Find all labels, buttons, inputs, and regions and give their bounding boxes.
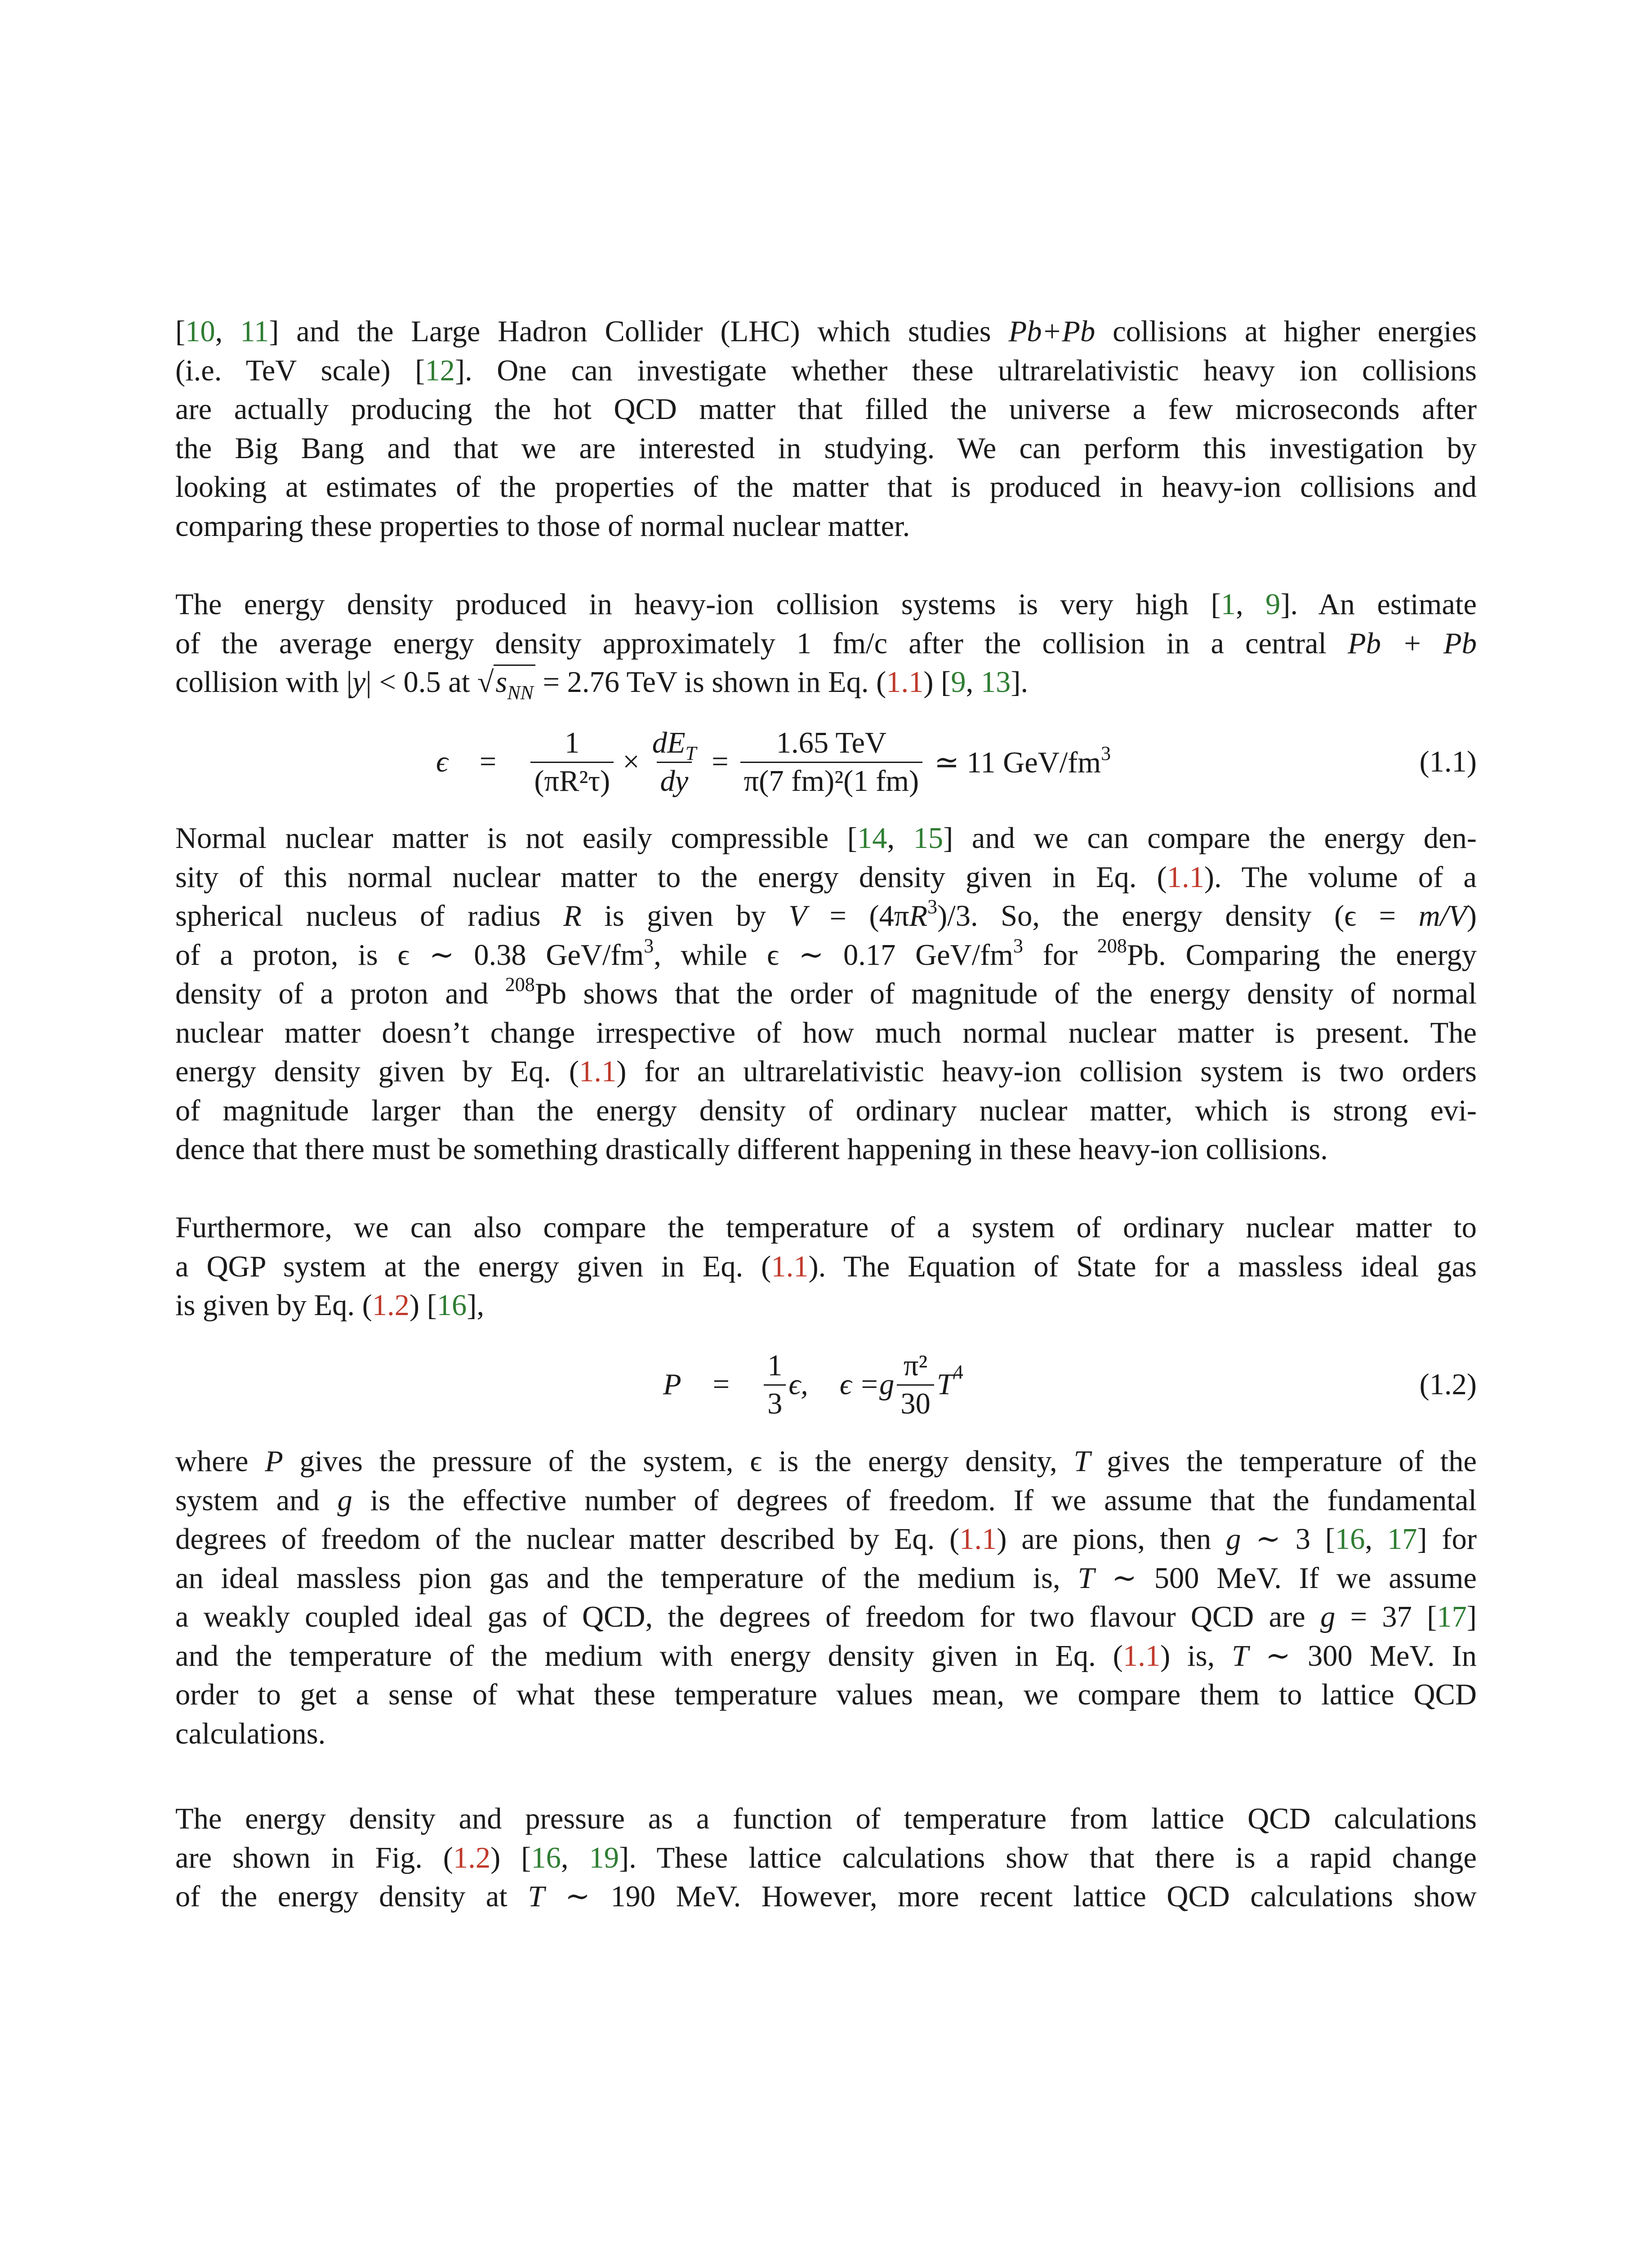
citation-link[interactable]: 15 xyxy=(913,822,944,855)
text-run: = 2.76 TeV is shown in Eq. ( xyxy=(535,666,886,699)
text-line xyxy=(175,585,1477,624)
text-run: of the average energy density approximately 1 fm/c after the collision in a central xyxy=(175,627,1348,660)
math-symbol: R xyxy=(563,900,582,932)
math-symbol: T xyxy=(528,1880,545,1913)
paragraph-4 xyxy=(175,1209,1477,1325)
math-symbol: P xyxy=(265,1445,283,1478)
equation-link[interactable]: 1.1 xyxy=(959,1523,997,1556)
text-run: and the temperature of the medium with energy density given in Eq. ( xyxy=(175,1639,1123,1673)
equation-1-1 xyxy=(175,722,1477,803)
math-subscript: NN xyxy=(507,682,534,704)
math-symbol: g xyxy=(1320,1601,1336,1633)
math-superscript: 208 xyxy=(505,973,535,995)
fraction-numerator: 1 xyxy=(767,1349,783,1382)
fraction xyxy=(764,1350,786,1420)
text-run: , xyxy=(215,315,240,348)
text-line xyxy=(175,1520,1477,1559)
text-run: system and xyxy=(175,1484,338,1517)
text-run: ) [ xyxy=(409,1289,437,1322)
text-line xyxy=(175,312,1477,352)
text-run: gives the temperature of the xyxy=(1090,1445,1477,1478)
text-line xyxy=(175,352,1477,391)
text-run: a weakly coupled ideal gas of QCD, the degrees of freedom for two flavour QCD are xyxy=(175,1601,1321,1633)
citation-link[interactable]: 17 xyxy=(1437,1601,1467,1633)
text-line: Furthermore, we can also compare the temperature of a system of ordinary nuclear matter to xyxy=(175,1211,1477,1244)
text-run: gives the pressure of the system, ϵ is the energy density, xyxy=(283,1445,1074,1478)
math-symbol: T xyxy=(1232,1639,1249,1673)
text-line xyxy=(175,1839,1477,1878)
text-run: = 37 [ xyxy=(1335,1601,1437,1633)
text-run: sity of this normal nuclear matter to the energy density given in Eq. ( xyxy=(175,861,1167,894)
paragraph-2 xyxy=(175,585,1477,702)
text-run: of a proton, is ϵ ∼ 0.38 GeV/fm xyxy=(175,938,644,972)
text-run: collisions at higher energies xyxy=(1095,315,1477,348)
math-symbol: ϵ = xyxy=(839,1368,880,1401)
sqrt-expression xyxy=(494,665,535,704)
equation-link[interactable]: 1.1 xyxy=(1122,1639,1161,1673)
math-symbol: R xyxy=(909,900,928,932)
text-line: dence that there must be something drastically different happening in these heavy-ion collisions. xyxy=(175,1133,1328,1166)
citation-link[interactable]: 16 xyxy=(436,1289,467,1322)
math-symbol: y xyxy=(352,666,366,699)
paragraph-5 xyxy=(175,1442,1477,1753)
text-line xyxy=(175,819,1477,858)
text-run: , xyxy=(966,666,981,699)
equation-number: (1.2) xyxy=(1419,1368,1477,1401)
text-run: ]. One can investigate whether these ultrarelativistic heavy ion collisions xyxy=(454,354,1477,387)
text-line: comparing these properties to those of normal nuclear matter. xyxy=(175,509,910,543)
text-run: spherical nucleus of radius xyxy=(175,900,564,932)
fraction-denominator: 30 xyxy=(897,1384,934,1420)
math-symbol: dE xyxy=(652,726,686,759)
text-run: ∼ 300 MeV. In xyxy=(1248,1639,1477,1673)
text-run xyxy=(934,742,1111,780)
text-run: ). The volume of a xyxy=(1204,861,1477,894)
equals-sign: = xyxy=(712,1368,730,1401)
fraction-numerator: 1 xyxy=(565,726,580,759)
text-line: the Big Bang and that we are interested in studying. We can perform this investigation by xyxy=(175,432,1477,465)
text-line xyxy=(175,975,1477,1014)
math-symbol: s xyxy=(495,666,508,699)
text-line xyxy=(175,858,1477,897)
text-run: for xyxy=(1023,938,1097,972)
text-run: ≃ 11 GeV/fm xyxy=(934,746,1101,779)
text-run xyxy=(840,1368,879,1402)
text-line: The energy density and pressure as a function of temperature from lattice QCD calculations xyxy=(175,1802,1477,1835)
text-run: ) [ xyxy=(490,1841,531,1874)
math-superscript: 208 xyxy=(1097,934,1127,957)
math-symbol: dy xyxy=(660,764,689,798)
citation-link[interactable]: 19 xyxy=(589,1841,619,1874)
text-line xyxy=(175,1442,1477,1481)
fraction xyxy=(530,727,614,797)
paragraph-1 xyxy=(175,312,1477,546)
math-symbol: ϵ xyxy=(436,745,448,778)
text-line xyxy=(175,624,1477,664)
citation-link[interactable]: 12 xyxy=(425,354,455,387)
math-subscript: T xyxy=(685,742,697,764)
math-symbol: g xyxy=(337,1484,352,1517)
text-run: | < 0.5 at xyxy=(365,666,477,699)
equation-number: (1.1) xyxy=(1419,745,1477,778)
fraction-denominator: 3 xyxy=(764,1384,786,1420)
math-symbol: g xyxy=(1226,1523,1241,1556)
text-line xyxy=(175,897,1477,936)
text-run: ]. These lattice calculations show that there is a rapid change xyxy=(619,1841,1477,1874)
text-run: ], xyxy=(467,1289,485,1322)
citation-link[interactable]: 17 xyxy=(1387,1523,1417,1556)
text-line: looking at estimates of the properties of the matter that is produced in heavy-ion collisions and xyxy=(175,471,1477,504)
text-run: , xyxy=(1236,588,1266,621)
math-superscript: 3 xyxy=(1101,742,1111,764)
text-run: (i.e. TeV scale) [ xyxy=(175,354,425,387)
fraction-numerator: π² xyxy=(903,1349,928,1382)
math-symbol: Pb + Pb xyxy=(1348,627,1477,660)
paragraph-3 xyxy=(175,819,1477,1169)
math-superscript: 3 xyxy=(1013,934,1023,957)
text-run: ∼ 500 MeV. If we assume xyxy=(1094,1561,1477,1595)
text-line xyxy=(175,1286,1477,1325)
equals-sign: = xyxy=(712,745,729,778)
text-line: collision with |y| < 0.5 at $√s_{NN} = 2.76$ TeV is shown in Eq. (1.1) [9, 13]. xyxy=(175,663,1477,702)
text-line xyxy=(175,1598,1477,1637)
math-symbol: g xyxy=(879,1368,895,1401)
text-run: are shown in Fig. ( xyxy=(175,1841,453,1874)
math-symbol: T xyxy=(1078,1561,1095,1595)
equation-1-2: P = $\frac{1}{3}$ ϵ, ϵ = g $\frac{\text{π²}}{30}$ T $^4$ (1.2) xyxy=(175,1344,1477,1425)
citation-link[interactable]: 16 xyxy=(531,1841,561,1874)
math-symbol: T xyxy=(1073,1445,1091,1478)
math-symbol: ϵ, xyxy=(788,1368,808,1401)
text-run: ]. An estimate xyxy=(1280,588,1477,621)
math-symbol: V xyxy=(788,900,807,932)
citation-link[interactable]: 14 xyxy=(857,822,887,855)
text-run: )/3. So, the energy density (ϵ = xyxy=(937,900,1419,932)
text-run: is the effective number of degrees of freedom. If we assume that the fundamental xyxy=(352,1484,1477,1517)
text-line xyxy=(175,936,1477,975)
text-run: ∼ 190 MeV. However, more recent lattice QCD calculations show xyxy=(544,1880,1477,1913)
fraction-numerator xyxy=(649,727,700,762)
paragraph-6 xyxy=(175,1800,1477,1917)
text-run: of the energy density at xyxy=(175,1880,528,1913)
text-line xyxy=(175,1481,1477,1521)
text-run: degrees of freedom of the nuclear matter described by Eq. ( xyxy=(175,1523,960,1556)
text-run: Normal nuclear matter is not easily compressible [ xyxy=(175,822,857,855)
text-line: calculations. xyxy=(175,1717,326,1750)
equals-sign: = xyxy=(479,745,497,778)
citation-link[interactable]: 9 xyxy=(1265,588,1281,621)
math-symbol: m/V xyxy=(1418,900,1467,932)
citation-link[interactable]: 13 xyxy=(980,666,1011,699)
text-run: ] and we can compare the energy den- xyxy=(943,822,1477,855)
text-run: Pb. Comparing the energy xyxy=(1127,938,1477,972)
math-symbol: T xyxy=(936,1368,953,1401)
text-run: The energy density produced in heavy-ion collision systems is very high [ xyxy=(175,588,1221,621)
text-line: nuclear matter doesn’t change irrespective of how much normal nuclear matter is present. The xyxy=(175,1016,1477,1049)
text-run: ]. xyxy=(1011,666,1029,699)
fraction xyxy=(897,1350,934,1420)
math-symbol: Pb+Pb xyxy=(1008,315,1095,348)
text-run: Pb shows that the order of magnitude of the energy density of normal xyxy=(534,977,1477,1010)
text-run: collision with | xyxy=(175,666,352,699)
text-run: energy density given by Eq. ( xyxy=(175,1055,579,1088)
fraction-denominator: (πR²τ) xyxy=(530,762,614,797)
text-line xyxy=(175,1053,1477,1092)
times-sign: × xyxy=(623,745,640,778)
text-run: where xyxy=(175,1445,265,1478)
text-run: ). The Equation of State for a massless ideal gas xyxy=(808,1250,1477,1283)
text-run: ) for an ultrarelativistic heavy-ion collision system is two orders xyxy=(616,1055,1477,1088)
text-run: ] xyxy=(1466,1601,1477,1633)
text-run: density of a proton and xyxy=(175,977,505,1010)
math-superscript: 3 xyxy=(644,934,654,957)
text-run: ) [ xyxy=(923,666,951,699)
text-run: , xyxy=(1365,1523,1387,1556)
text-run: ] for xyxy=(1417,1523,1477,1556)
fraction xyxy=(649,727,700,797)
equation-link[interactable]: 1.1 xyxy=(1167,861,1204,894)
text-run: ) xyxy=(1466,900,1477,932)
text-line xyxy=(175,1248,1477,1287)
text-run: , xyxy=(887,822,913,855)
text-line xyxy=(175,1559,1477,1598)
citation-link[interactable]: 16 xyxy=(1335,1523,1365,1556)
text-run: a QGP system at the energy given in Eq. ( xyxy=(175,1250,771,1283)
text-run: [ xyxy=(175,315,186,348)
figure-link[interactable]: 1.2 xyxy=(453,1841,491,1874)
equation-link[interactable]: 1.1 xyxy=(886,666,924,699)
text-line xyxy=(175,1878,1477,1917)
text-run: ] and the Large Hadron Collider (LHC) which studies xyxy=(269,315,1009,348)
fraction-denominator xyxy=(657,762,692,797)
text-run: , while ϵ ∼ 0.17 GeV/fm xyxy=(654,938,1013,972)
text-run: ∼ 3 [ xyxy=(1241,1523,1336,1556)
equation-link[interactable]: 1.1 xyxy=(771,1250,809,1283)
equation-link[interactable]: 1.1 xyxy=(579,1055,617,1088)
text-run: an ideal massless pion gas and the temperature of the medium is, xyxy=(175,1561,1078,1595)
fraction xyxy=(740,727,923,797)
equation-link[interactable]: 1.2 xyxy=(372,1289,410,1322)
math-superscript: 3 xyxy=(927,896,938,918)
text-line: of magnitude larger than the energy density of ordinary nuclear matter, which is strong evi- xyxy=(175,1094,1477,1127)
text-line: are actually producing the hot QCD matter that filled the universe a few microseconds after xyxy=(175,393,1477,426)
citation-link[interactable]: 9 xyxy=(951,666,966,699)
text-line: order to get a sense of what these temperature values mean, we compare them to lattice QCD xyxy=(175,1678,1477,1711)
text-run: ) is, xyxy=(1160,1639,1232,1673)
text-run: is given by Eq. ( xyxy=(175,1289,372,1322)
text-run: is given by xyxy=(581,900,789,932)
text-line xyxy=(175,1637,1477,1676)
citation-link[interactable]: 11 xyxy=(240,315,269,348)
text-run: = (4π xyxy=(807,900,909,932)
citation-link[interactable]: 10 xyxy=(185,315,215,348)
math-symbol: P xyxy=(663,1368,681,1401)
fraction-denominator: π(7 fm)²(1 fm) xyxy=(740,762,923,797)
citation-link[interactable]: 1 xyxy=(1220,588,1236,621)
text-run: , xyxy=(561,1841,589,1874)
text-run: ) are pions, then xyxy=(997,1523,1226,1556)
fraction-numerator: 1.65 TeV xyxy=(776,726,887,759)
